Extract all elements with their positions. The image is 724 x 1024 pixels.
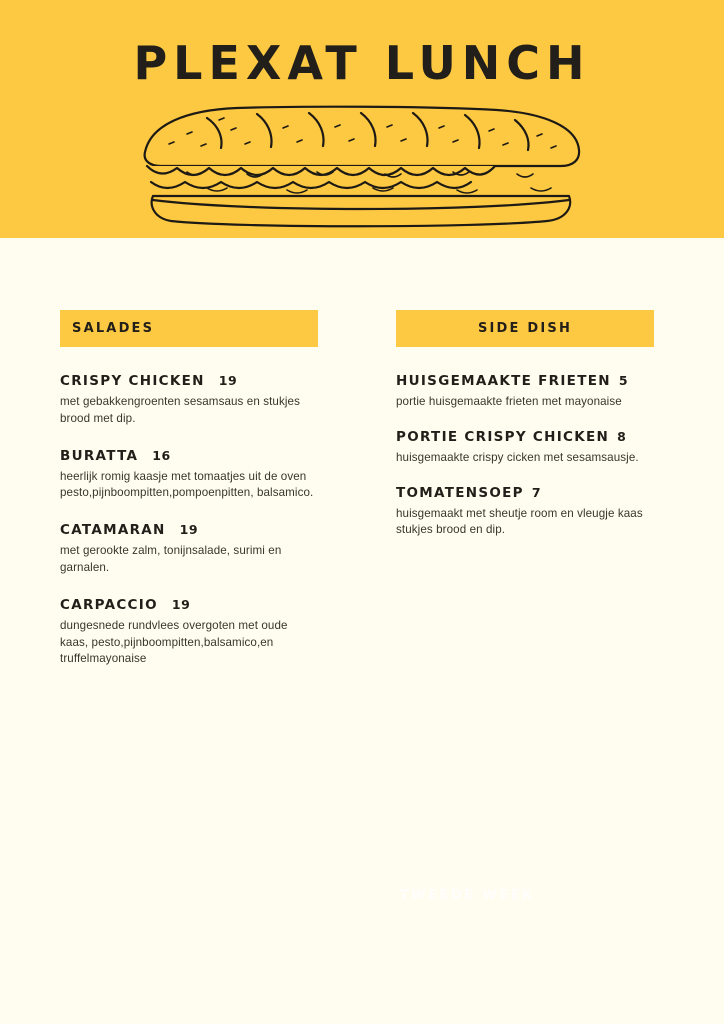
menu-item-head (60, 373, 318, 389)
menu-item-description: portie huisgemaakte frieten met mayonaise (396, 395, 622, 408)
menu-item-price: 19 (179, 522, 199, 538)
menu-item-price: 16 (152, 447, 171, 463)
watermark-text: TWEEDE WEEK (400, 888, 535, 903)
menu-header (0, 0, 724, 238)
menu-item-description: met gebakkengroenten sesamsaus en stukjes brood met dip. (60, 395, 300, 425)
menu-item-description: huisgemaakte crispy cicken met sesamsausje. (396, 450, 639, 464)
menu-item-description: heerlijk romig kaasje met tomaatjes uit de oven pesto,pijnboompitten,pompoenpitten, balsamico. (60, 469, 314, 500)
menu-item-head (60, 448, 318, 464)
menu-item-head (60, 522, 318, 538)
menu-item (60, 597, 318, 668)
menu-item-price: 5 (618, 373, 629, 388)
menu-item-description: met gerookte zalm, tonijnsalade, surimi en garnalen. (60, 544, 282, 574)
menu-item-head (396, 429, 654, 445)
menu-item-name: HUISGEMAAKTE FRIETEN (396, 373, 611, 389)
menu-item-head (60, 597, 318, 613)
column-side-dish (396, 310, 654, 688)
menu-item-price: 19 (171, 596, 191, 612)
menu-item (396, 485, 654, 540)
menu-item (396, 429, 654, 467)
section-banner-side-dish: SIDE DISH (396, 310, 654, 347)
menu-item (60, 373, 318, 428)
menu-body (0, 238, 724, 903)
menu-item-name: CATAMARAN (60, 522, 166, 539)
menu-item-price: 8 (617, 428, 627, 444)
menu-item-head (396, 485, 654, 501)
menu-item (396, 373, 654, 411)
page-title: PLEXAT LUNCH (133, 36, 591, 90)
menu-item-name: PORTIE CRISPY CHICKEN (396, 428, 610, 445)
menu-item-description: huisgemaakt met sheutje room en vleugje kaas stukjes brood en dip. (396, 506, 643, 537)
menu-item-price: 7 (531, 484, 542, 500)
menu-columns (0, 310, 724, 688)
menu-item-name: CARPACCIO (60, 596, 158, 613)
menu-item-head (396, 373, 654, 389)
menu-item (60, 448, 318, 503)
column-salades (60, 310, 318, 688)
menu-item-name: BURATTA (60, 447, 139, 464)
sandwich-illustration (127, 100, 597, 235)
menu-item-name: TOMATENSOEP (396, 484, 524, 501)
menu-item (60, 522, 318, 577)
menu-item-price: 19 (218, 373, 238, 388)
section-banner-salades: SALADES (60, 310, 318, 347)
menu-item-name: CRISPY CHICKEN (60, 373, 205, 389)
menu-item-description: dungesnede rundvlees overgoten met oude kaas, pesto,pijnboompitten,balsamico,en truffelmayonaise (60, 618, 288, 666)
